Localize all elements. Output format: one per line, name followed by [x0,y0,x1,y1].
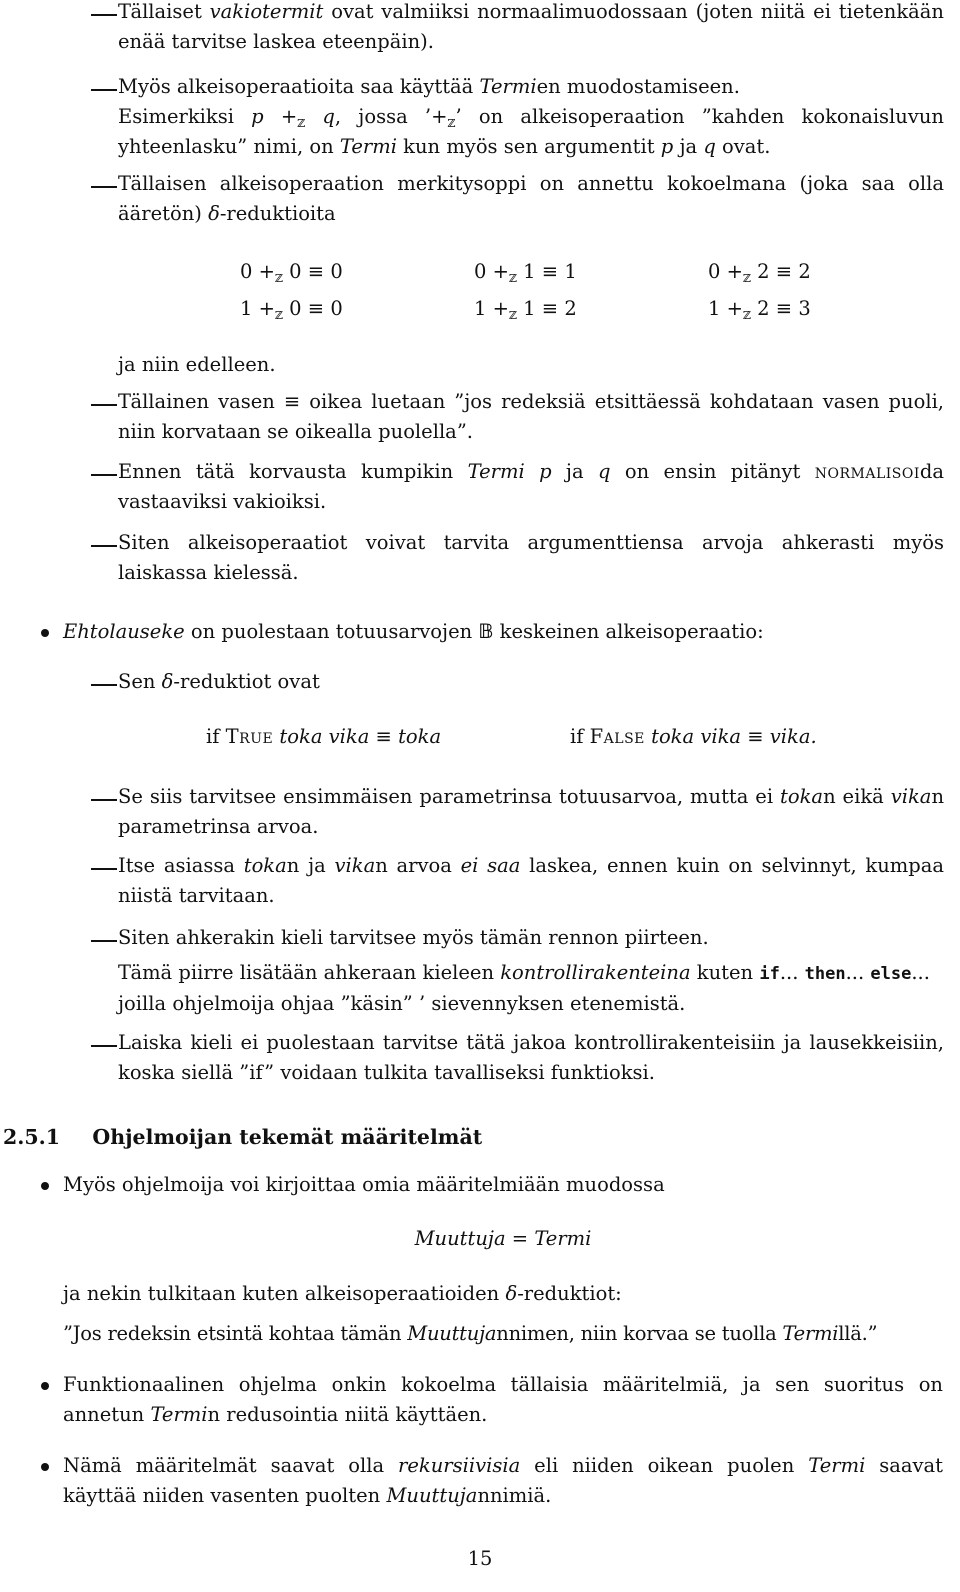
emph-termi: Termi [479,75,537,98]
text: on ensin pitänyt [610,460,815,483]
text: saavat käyttää niiden vasenten puolten [63,1454,943,1507]
text: n arvoa [375,854,461,877]
list-item-rekursiivisia [63,1451,943,1511]
dash-bullet [91,14,117,16]
emph-muuttuja: Muuttuja [386,1484,478,1507]
bullet-dot [41,1382,49,1390]
list-item-sen-delta [118,667,320,697]
list-item-merkitysoppi [118,169,944,229]
emph-ei-saa: ei saa [460,854,521,877]
text: 1 ≡ 1 [516,260,577,283]
section-heading [3,1122,482,1152]
equation [474,294,577,324]
text: ... [911,961,930,984]
subscript-z: ℤ [274,309,283,322]
text: toka vika ≡ toka [273,725,442,748]
emph-vika: vika [890,785,932,808]
equation [474,257,577,287]
text: 1 ≡ 2 [516,297,577,320]
text: 0 + [708,260,743,283]
text: Tämä piirre lisätään ahkeraan kieleen [118,961,501,984]
text: Esimerkiksi [118,105,252,128]
text: -reduktiot ovat [173,670,320,693]
equation [708,257,811,287]
text: laskea, ennen kuin on selvinnyt, kumpaa niistä tarvitaan. [118,854,944,907]
text: 0 ≡ 0 [282,260,343,283]
symbol-delta: δ [208,202,220,225]
text: 0 + [240,260,275,283]
text: nnimen, niin korvaa se tuolla [496,1322,783,1345]
list-item-myos-ohjelmoija: Myös ohjelmoija voi kirjoittaa omia määritelmiään muodossa [63,1173,665,1196]
text: -reduktioita [219,202,336,225]
emph-termi: Termi [808,1454,866,1477]
dash-bullet [91,940,117,942]
subscript-z: ℤ [447,117,456,130]
symbol-delta: δ [161,670,174,693]
text: Funktionaalinen ohjelma onkin kokoelma tällaisia määritelmiä, ja sen suoritus on annetun [63,1373,943,1426]
text: en muodostamiseen. [536,75,740,98]
subscript-z: ℤ [742,272,751,285]
var-p: p [660,135,674,158]
list-item-vakiotermit [118,0,944,57]
dash-bullet [91,474,117,476]
text: nnimiä. [477,1484,552,1507]
smallcaps-normalisoi: normalisoi [814,460,920,483]
var-q: q [597,460,611,483]
quote-jos-redeksin [63,1319,943,1349]
var-q: q [703,135,716,158]
emph-termi: Termi [339,135,397,158]
equation-if-false [570,722,817,752]
text: Nämä määritelmät saavat olla [63,1454,399,1477]
emph-toka: toka [243,854,287,877]
bullet-dot [41,629,49,637]
dash-bullet [91,545,117,547]
dash-bullet [91,89,117,91]
dash-bullet [91,868,117,870]
var-p: p [251,105,264,128]
dash-bullet [91,1045,117,1047]
text: ovat valmiiksi normaalimuodossaan (joten niitä ei tietenkään enää tarvitse laskea eteenpäin). [118,0,944,53]
subscript-z: ℤ [297,117,306,130]
list-item-se-siis [118,782,944,842]
text: if [206,725,226,748]
text [525,460,539,483]
dash-bullet [91,799,117,801]
equation [240,294,343,324]
text: 0 + [474,260,509,283]
list-item-vasen-oikea: Tällainen vasen ≡ oikea luetaan ”jos redeksiä etsittäessä kohdataan vasen puoli, niin korvataan se oikealla puolella”. [118,390,944,443]
text: Tällaiset [118,0,210,23]
subscript-z: ℤ [742,309,751,322]
list-item-ehtolauseke [63,617,943,647]
dash-bullet [91,404,117,406]
bullet-dot [41,1182,49,1190]
emph-vakiotermit: vakiotermit [209,0,324,23]
list-item-funktionaalinen [63,1370,943,1430]
text: ”Jos redeksin etsintä kohtaa tämän [63,1322,408,1345]
list-item-itse-asiassa [118,851,944,911]
subscript-z: ℤ [508,272,517,285]
text: Myös alkeisoperaatioita saa käyttää [118,75,480,98]
dash-bullet [91,684,117,686]
text: 1 + [474,297,509,320]
text-ja-niin-edelleen: ja niin edelleen. [118,353,276,376]
text: 0 ≡ 0 [282,297,343,320]
text: kun myös sen argumentit [396,135,661,158]
var-q: q [305,105,335,128]
text: ja [673,135,704,158]
text: n eikä [823,785,891,808]
text: kuten [690,961,760,984]
subscript-z: ℤ [508,309,517,322]
emph-rekursiivisia: rekursiivisia [398,1454,521,1477]
definition-formula: Muuttuja = Termi [414,1227,592,1250]
text: n parametrinsa arvoa. [118,785,944,838]
text: eli niiden oikean puolen [520,1454,809,1477]
emph-termi: Termi [782,1322,839,1345]
text: keskeinen alkeisoperaatio: [493,620,764,643]
text: 2 ≡ 3 [750,297,811,320]
text: Itse asiassa [118,854,244,877]
text: ’ on alkeisoperaation ”kahden kokonaisluvun yhteenlasku” nimi, on [118,105,944,158]
text: n redusointia niitä käyttäen. [207,1403,488,1426]
text: ... [779,961,805,984]
emph-muuttuja: Muuttuja [407,1322,497,1345]
list-item-ennen [118,457,944,517]
text: Se siis tarvitsee ensimmäisen parametrinsa totuusarvoa, mutta ei [118,785,781,808]
text: n ja [286,854,335,877]
list-item-alkeisoperaatioita [118,72,944,102]
text: ... [845,961,871,984]
emph-ehtolauseke: Ehtolauseke [63,620,185,643]
keyword-true: True [225,725,274,748]
subscript-z: ℤ [274,272,283,285]
symbol-delta: δ [505,1282,518,1305]
text: Sen [118,670,162,693]
text: da vastaaviksi vakioiksi. [118,460,944,513]
text: ja nekin tulkitaan kuten alkeisoperaatioiden [63,1282,506,1305]
text: , jossa ’+ [334,105,448,128]
equation [708,294,811,324]
equation-if-true [206,722,441,752]
bullet-dot [41,1463,49,1471]
emph-termi: Termi [467,460,525,483]
text: if [570,725,590,748]
list-item-siten-ahkera: Siten ahkerakin kieli tarvitsee myös tämän rennon piirteen. [118,926,709,949]
text: joilla ohjelmoija ohjaa ”käsin” ’ sievennyksen etenemistä. [118,992,686,1015]
equation [240,257,343,287]
text: ja [551,460,598,483]
emph-vika: vika [334,854,376,877]
emph-kontrollirakenteina: kontrollirakenteina [500,961,691,984]
code-else: else [870,964,912,984]
text: 2 ≡ 2 [750,260,811,283]
dash-bullet [91,186,117,188]
text: Tällaisen alkeisoperaation merkitysoppi on annettu kokoelmana (joka saa olla ääretön) [118,172,944,225]
page-number: 15 [467,1547,493,1570]
keyword-false: False [589,725,645,748]
text: 1 + [708,297,743,320]
paragraph-esimerkiksi [118,102,944,162]
section-number: 2.5.1 [3,1125,61,1149]
text: on puolestaan totuusarvojen [184,620,479,643]
text: 1 + [240,297,275,320]
emph-termi: Termi [150,1403,208,1426]
paragraph-ja-nekin [63,1279,622,1309]
list-item-siten-alkeis: Siten alkeisoperaatiot voivat tarvita argumenttiensa arvoja ahkerasti myös laiskassa kielessä. [118,531,944,584]
var-p: p [539,460,552,483]
text: ovat. [715,135,771,158]
text: -reduktiot: [517,1282,622,1305]
text: llä.” [838,1322,878,1345]
emph-toka: toka [780,785,824,808]
section-title: Ohjelmoijan tekemät määritelmät [92,1125,483,1149]
code-then: then [804,964,846,984]
list-item-laiska: Laiska kieli ei puolestaan tarvitse tätä jakoa kontrollirakenteisiin ja lausekkeisiin, koska siellä ”if” voidaan tulkita tavalliseksi funktioksi. [118,1031,944,1084]
text: Ennen tätä korvausta kumpikin [118,460,468,483]
paragraph-tama-piirre [118,958,944,1019]
text: toka vika ≡ vika. [644,725,817,748]
text: + [263,105,298,128]
code-if: if [759,964,780,984]
symbol-boolean-set: 𝔹 [478,620,494,643]
